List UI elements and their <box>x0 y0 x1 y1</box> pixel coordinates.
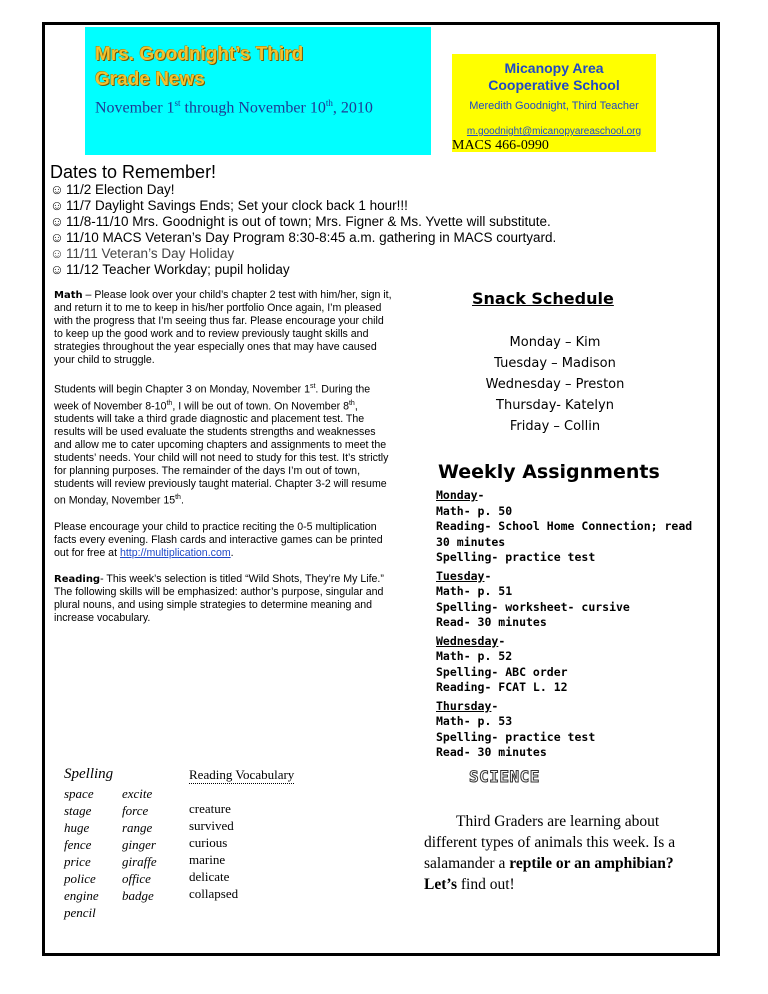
smiley-icon: ☺ <box>50 198 64 213</box>
vocab-word: curious <box>189 835 228 850</box>
newsletter-title <box>95 42 425 92</box>
date-item: ☺ 11/7 Daylight Savings Ends; Set your clock back 1 hour!!! <box>50 198 408 213</box>
assignment-line: Spelling- practice test <box>436 550 596 564</box>
math-paragraph-2: Students will begin Chapter 3 on Monday, November 1st. During the week of November 8-10th, I will be out of town. On November 8th, students will take a third grade diagnostic and placement test. The results will be used evaluate the students strengths and weaknesses and allow me to cater upcoming chapters and assignments to meet the students’ needs. Your child will not need to study for this test. It’s strictly for planning purposes. The remainder of the days I’m out of town, students will review previously taught material. Chapter 3-2 will resume on Monday, November 15th. <box>54 383 389 507</box>
spelling-row: fence ginger <box>64 837 156 852</box>
assignment-line: Math- p. 52 <box>436 649 513 663</box>
snack-item: Tuesday – Madison <box>494 356 616 371</box>
science-title: SCIENCE <box>469 767 540 786</box>
assignment-line: Spelling- practice test <box>436 729 596 744</box>
vocab-word: collapsed <box>189 886 239 901</box>
date-item: ☺ 11/2 Election Day! <box>50 182 175 197</box>
vocab-word: marine <box>189 852 226 867</box>
teacher-name: Meredith Goodnight, Third Teacher <box>469 100 639 112</box>
dates-list <box>50 182 556 278</box>
vocab-word: delicate <box>189 869 230 884</box>
date-item: ☺ 11/8-11/10 Mrs. Goodnight is out of town; Mrs. Figner & Ms. Yvette will substitute. <box>50 214 551 229</box>
dates-title: Dates to Remember! <box>50 162 217 182</box>
title-line-2: Grade News <box>95 69 205 90</box>
assignment-line: Read- 30 minutes <box>436 745 547 759</box>
smiley-icon: ☺ <box>50 262 64 277</box>
left-column <box>54 289 394 638</box>
spelling-row: space excite <box>64 786 153 801</box>
math-paragraph-1: Math – Please look over your child’s chapter 2 test with him/her, sign it, and return it to me to keep in his/her portfolio Once again, I’m pleased with the progress that I’m seeing thus far. Please encourage your child to keep up the good work and to review previously taught skills and strategies throughout the year especially ones that may have caused your child to struggle. <box>54 289 392 366</box>
assignment-line: Math- p. 53 <box>436 714 513 728</box>
date-item: ☺ 11/11 Veteran’s Day Holiday <box>50 246 235 261</box>
day-label: Tuesday <box>436 568 485 583</box>
spelling-row: stage force <box>64 803 149 818</box>
science-paragraph: Third Graders are learning about different types of animals this week. Is a salamander a reptile or an amphibian? Let’s find out! <box>424 813 676 893</box>
day-label: Wednesday <box>436 633 499 648</box>
vocab-word: creature <box>189 801 231 816</box>
assignment-line: Math- p. 51 <box>436 584 513 598</box>
date-item: ☺ 11/12 Teacher Workday; pupil holiday <box>50 262 290 277</box>
reading-paragraph: Reading- This week’s selection is titled “Wild Shots, They’re My Life.” The following skills will be emphasized: author’s purpose, singular and plural nouns, and using simple strategies to determine meaning and increase vocabulary. <box>54 572 384 624</box>
day-block: Monday- Math- p. 50 Reading- School Home Connection; read 30 minutes Spelling- practice test <box>436 488 706 566</box>
school-name-line-1: Micanopy Area <box>504 60 604 76</box>
vocabulary-list <box>189 766 294 902</box>
title-line-1: Mrs. Goodnight’s Third <box>95 44 304 65</box>
snack-item: Thursday- Katelyn <box>496 398 614 413</box>
vocabulary-title: Reading Vocabulary <box>189 767 295 782</box>
school-name-line-2: Cooperative School <box>488 77 620 93</box>
snack-title: Snack Schedule <box>472 289 614 308</box>
reading-label: Reading <box>54 573 101 585</box>
school-name <box>452 60 656 94</box>
snack-item: Wednesday – Preston <box>485 377 625 392</box>
day-block: Thursday- Math- p. 53 Spelling- practice test Read- 30 minutes <box>436 699 706 761</box>
math-label: Math <box>54 290 83 301</box>
assignment-line: Reading- School Home Connection; read 30 minutes <box>436 519 693 549</box>
snack-item: Friday – Collin <box>509 419 601 434</box>
assignment-line: Read- 30 minutes <box>436 615 547 629</box>
day-label: Thursday <box>436 698 492 713</box>
spelling-row: pencil <box>64 905 96 920</box>
spelling-row: huge range <box>64 820 153 835</box>
weekly-assignments <box>436 488 706 764</box>
spelling-list <box>64 766 157 921</box>
assignment-line: Spelling- worksheet- cursive <box>436 599 630 614</box>
day-label: Monday <box>436 488 478 502</box>
vocab-word: survived <box>189 818 234 833</box>
assignment-line: Math- p. 50 <box>436 503 513 518</box>
spelling-title: Spelling <box>64 766 114 782</box>
phone-number: MACS 466-0990 <box>452 138 549 153</box>
spelling-row: police office <box>64 871 151 886</box>
assignment-line: Spelling- ABC order <box>436 664 568 679</box>
email-link[interactable]: m.goodnight@micanopyareaschool.org <box>466 126 642 137</box>
date-item: ☺ 11/10 MACS Veteran’s Day Program 8:30-8:45 a.m. gathering in MACS courtyard. <box>50 230 557 245</box>
weekly-title: Weekly Assignments <box>438 461 660 483</box>
snack-item: Monday – Kim <box>509 335 601 350</box>
math-paragraph-3: Please encourage your child to practice reciting the 0-5 multiplication facts every evening. Flash cards and interactive games can be printed out for free at http://multiplication.com. <box>54 520 383 559</box>
spelling-row: engine badge <box>64 888 154 903</box>
day-block: Wednesday- Math- p. 52 Spelling- ABC order Reading- FCAT L. 12 <box>436 634 706 696</box>
spelling-row: price giraffe <box>64 854 157 869</box>
school-info-box <box>452 54 656 152</box>
smiley-icon: ☺ <box>50 230 64 245</box>
day-block: Tuesday- Math- p. 51 Spelling- worksheet- cursive Read- 30 minutes <box>436 569 706 631</box>
smiley-icon: ☺ <box>50 214 64 229</box>
multiplication-link[interactable]: http://multiplication.com <box>119 546 231 559</box>
smiley-icon: ☺ <box>50 246 64 261</box>
assignment-line: Reading- FCAT L. 12 <box>436 680 568 694</box>
date-range: November 1st through November 10th, 2010 <box>95 98 373 117</box>
snack-list <box>440 332 670 437</box>
smiley-icon: ☺ <box>50 182 64 197</box>
